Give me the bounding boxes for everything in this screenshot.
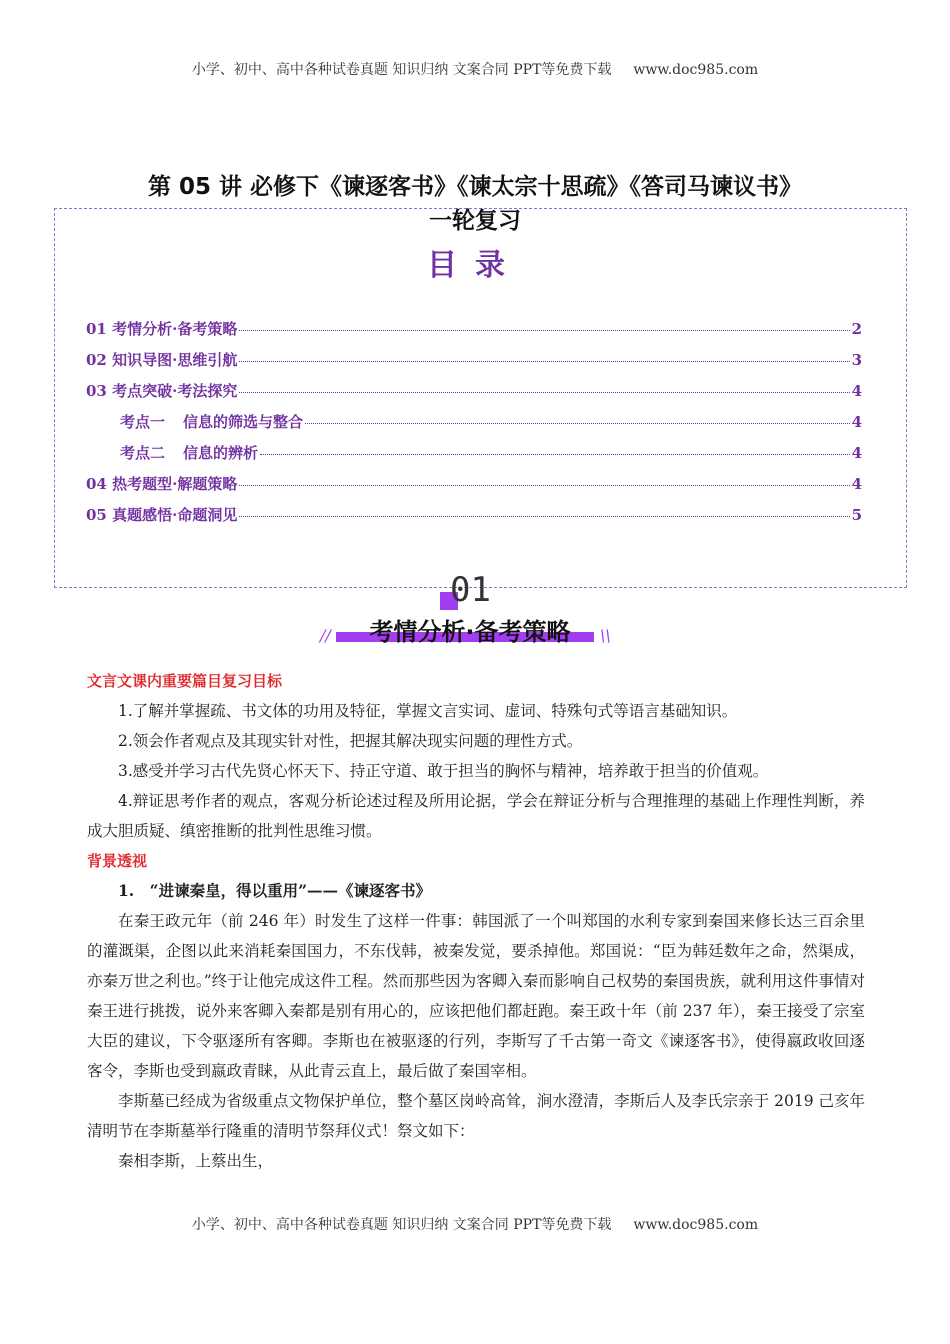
header-text: 小学、初中、高中各种试卷真题 知识归纳 文案合同 PPT等免费下载: [191, 62, 612, 78]
toc-leader: [260, 454, 850, 455]
goal-item: 4.辩证思考作者的观点，客观分析论述过程及所用论据，学会在辩证分析与合理推理的基础上作理性判断，养成大胆质疑、缜密推断的批判性思维习惯。: [87, 792, 865, 840]
section-banner: [320, 570, 620, 650]
toc-leader: [239, 361, 849, 362]
goal-item: 1.了解并掌握疏、书文体的功用及特征，掌握文言实词、虚词、特殊句式等语言基础知识。: [118, 702, 738, 720]
toc-item[interactable]: [86, 349, 862, 380]
header-url[interactable]: www.doc985.com: [633, 62, 759, 78]
toc-item-label: 信息的辨析: [183, 444, 259, 462]
page-header: [0, 59, 950, 79]
page-footer: [0, 1214, 950, 1234]
toc-leader: [239, 516, 849, 517]
toc-item-label: 01 考情分析·备考策略: [86, 320, 238, 338]
toc-item-label: 05 真题感悟·命题洞见: [86, 506, 238, 524]
background-heading: 背景透视: [87, 852, 148, 870]
toc-item-page: 4: [851, 382, 862, 400]
toc-item-page: 5: [851, 506, 862, 524]
goal-item: 3.感受并学习古代先贤心怀天下、持正守道、敢于担当的胸怀与精神，培养敢于担当的价值观。: [118, 762, 769, 780]
toc-item-label: 04 热考题型·解题策略: [86, 475, 238, 493]
toc-item[interactable]: [86, 380, 862, 411]
slash-decoration-icon: //: [320, 626, 331, 645]
toc-item-page: 3: [851, 351, 862, 369]
toc-item[interactable]: [86, 473, 862, 504]
table-of-contents: [86, 318, 862, 535]
subheading: 1. “进谏秦皇，得以重用”——《谏逐客书》: [118, 881, 432, 900]
paragraph: 李斯墓已经成为省级重点文物保护单位，整个墓区岗岭高耸，涧水澄清，李斯后人及李氏宗亲于 2019 己亥年清明节在李斯墓举行隆重的清明节祭拜仪式！祭文如下：: [87, 1092, 865, 1140]
body-content: [87, 666, 865, 1176]
footer-text: 小学、初中、高中各种试卷真题 知识归纳 文案合同 PPT等免费下载: [191, 1217, 612, 1233]
banner-label: 考情分析·备考策略: [369, 618, 571, 646]
toc-leader: [305, 423, 850, 424]
toc-heading: 目录: [427, 248, 523, 283]
toc-subitem[interactable]: [86, 442, 862, 473]
toc-item-page: 2: [851, 320, 862, 338]
toc-leader: [239, 392, 849, 393]
toc-item-label: 信息的筛选与整合: [183, 413, 304, 431]
toc-leader: [239, 485, 849, 486]
toc-subitem[interactable]: [86, 411, 862, 442]
toc-item-label: 03 考点突破·考法探究: [86, 382, 238, 400]
document-title: [60, 170, 890, 238]
title-line-2: 一轮复习: [429, 208, 521, 234]
paragraph: 秦相李斯，上蔡出生，: [118, 1152, 274, 1170]
title-line-1: 第 05 讲 必修下《谏逐客书》《谏太宗十思疏》《答司马谏议书》: [147, 174, 803, 200]
toc-item-label: 考点二: [120, 444, 166, 462]
toc-item[interactable]: [86, 318, 862, 349]
footer-url[interactable]: www.doc985.com: [633, 1217, 759, 1233]
toc-item-page: 4: [851, 475, 862, 493]
banner-number: 01: [450, 570, 491, 610]
toc-item-label: 02 知识导图·思维引航: [86, 351, 238, 369]
toc-item-page: 4: [851, 444, 862, 462]
goals-heading: 文言文课内重要篇目复习目标: [87, 672, 283, 690]
paragraph: 在秦王政元年（前 246 年）时发生了这样一件事：韩国派了一个叫郑国的水利专家到秦国来修长达三百余里的灌溉渠，企图以此来消耗秦国国力，不东伐韩，被秦发觉，要杀掉他。郑国说：“臣为韩廷数年之命，然渠成，亦秦万世之利也。”终于让他完成这件工程。然而那些因为客卿入秦而影响自己权势的秦国贵族，就利用这件事情对秦王进行挑拨，说外来客卿入秦都是别有用心的，应该把他们都赶跑。秦王政十年（前 237 年），秦王接受了宗室大臣的建议，下令驱逐所有客卿。李斯也在被驱逐的行列，李斯写了千古第一奇文《谏逐客书》，使得嬴政收回逐客令，李斯也受到嬴政青睐，从此青云直上，最后做了秦国宰相。: [87, 912, 865, 1080]
backslash-decoration-icon: \\: [600, 626, 611, 645]
toc-item-page: 4: [851, 413, 862, 431]
toc-item-label: 考点一: [120, 413, 166, 431]
goal-item: 2.领会作者观点及其现实针对性，把握其解决现实问题的理性方式。: [118, 732, 583, 750]
toc-item[interactable]: [86, 504, 862, 535]
toc-leader: [239, 330, 849, 331]
